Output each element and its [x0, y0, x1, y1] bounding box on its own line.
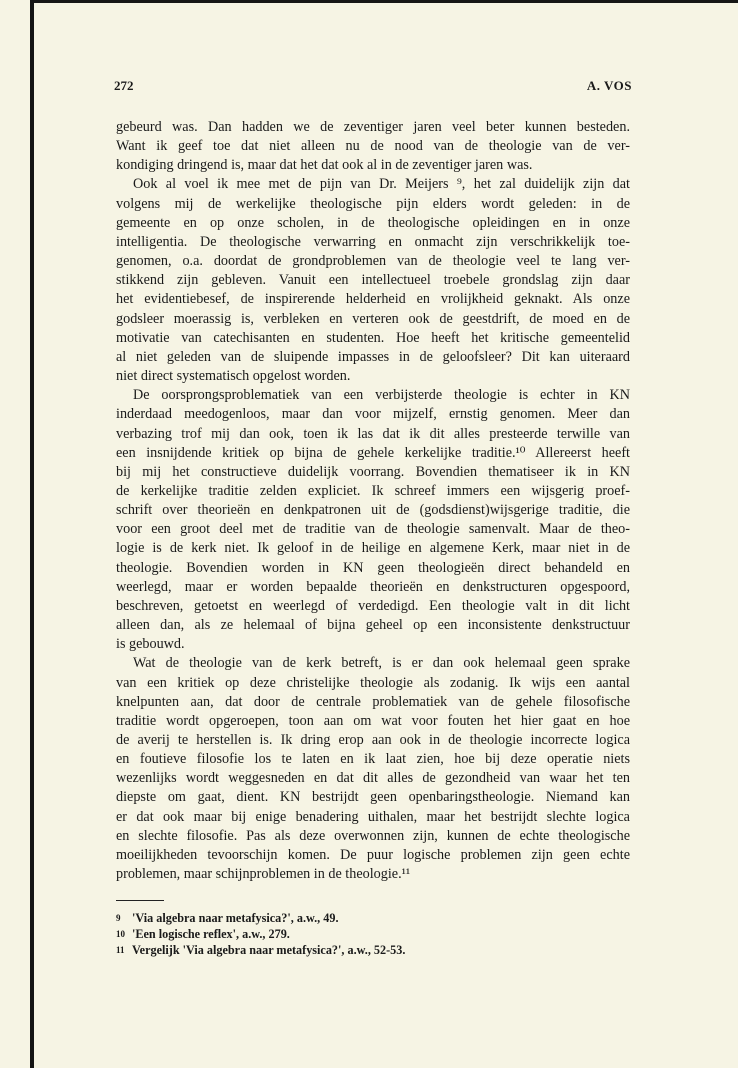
text-line: inderdaad meedogenloos, maar dan voor mijzelf, ernstig genomen. Meer dan — [116, 406, 630, 423]
text-line: moeilijkheden tevoorschijn komen. De puur logische problemen zijn geen echte — [116, 846, 630, 863]
text-line: voor een groot deel met de traditie van de theologie samenvalt. Maar de theo- — [116, 521, 630, 538]
text-line: een insnijdende kritiek op bijna de gehele kerkelijke traditie.¹⁰ Allereerst heeft — [116, 444, 630, 461]
text-line: de kerkelijke traditie zelden expliciet. Ik schreef immers een wijsgerig proef- — [116, 482, 630, 499]
text-line: godsleer moerassig is, verbleken en verteren ook de geestdrift, de moed en de — [116, 310, 630, 327]
footnote-mark: 9 — [116, 913, 121, 923]
text-line: is gebouwd. — [116, 636, 185, 653]
footnote: 11 Vergelijk 'Via algebra naar metafysica?', a.w., 52-53. — [116, 943, 406, 957]
scan-edge-top — [32, 0, 738, 3]
footnote: 9 'Via algebra naar metafysica?', a.w., 49. — [116, 911, 339, 925]
paragraph — [116, 386, 630, 654]
text-line: alleen dan, als ze helemaal of bijna geheel op een inconsistente denkstructuur — [116, 617, 630, 634]
text-line: De oorsprongsproblematiek van een verbijsterde theologie is echter in KN — [133, 387, 630, 404]
text-line: er dat ook maar bij enige benadering uithalen, maar het bestrijdt slechte logica — [116, 808, 630, 825]
paragraph — [116, 654, 630, 884]
text-line: knelpunten aan, dat door de centrale problematiek van de gehele filosofische — [116, 693, 630, 710]
text-line: beschreven, getoetst en weerlegd of verdedigd. Een theologie valt in dit licht — [116, 597, 630, 614]
page-header — [114, 78, 632, 98]
scan-edge-left — [30, 0, 34, 1068]
text-line: gemeente en op onze scholen, in de theologische opleidingen en in onze — [116, 214, 630, 231]
text-line: verbazing trof mij dan ook, toen ik las dat ik dit alles presteerde terwille van — [116, 425, 630, 442]
text-line: de averij te herstellen is. Ik dring erop aan ook in de theologie incorrecte logica — [116, 732, 630, 748]
text-line: logie is de kerk niet. Ik geloof in de heilige en algemene Kerk, maar niet in de — [116, 540, 630, 557]
text-line: en slechte filosofie. Pas als deze overwonnen zijn, kunnen de echte theologische — [116, 827, 630, 844]
text-line: problemen, maar schijnproblemen in de theologie.¹¹ — [116, 866, 411, 883]
text-line: schrift over theorieën en denkpatronen uit de (godsdienst)wijsgerige traditie, die — [116, 502, 630, 519]
body-text — [116, 118, 630, 884]
text-line: theologie. Bovendien worden in KN geen theologieën direct behandeld en — [116, 559, 630, 576]
text-line: weerlegd, maar er worden bepaalde theorieën en denkstructuren opgespoord, — [116, 578, 630, 595]
page-number: 272 — [114, 78, 134, 93]
text-line: volgens mij de werkelijke theologische pijn elders wordt geleden: in de — [116, 195, 630, 212]
text-line: motivatie van catechisanten en studenten. Hoe heeft het kritische gemeentelid — [116, 329, 630, 346]
footnote-rule — [116, 900, 164, 901]
text-line: Want ik geef toe dat niet alleen nu de nood van de theologie van de ver- — [116, 138, 630, 155]
text-line: wezenlijks wordt weggesneden en dat dit alles de gezondheid van waar het ten — [116, 770, 630, 787]
text-line: niet direct systematisch opgelost worden. — [116, 368, 351, 385]
running-head: A. VOS — [586, 78, 632, 93]
text-line: bij mij het constructieve duidelijk voorrang. Bovendien thematiseer ik in KN — [116, 463, 630, 480]
paragraph — [116, 175, 630, 386]
text-line: kondiging dringend is, maar dat het dat ook al in de zeventiger jaren was. — [116, 157, 533, 174]
footnote-mark: 10 — [116, 929, 125, 939]
footnote: 10 'Een logische reflex', a.w., 279. — [116, 927, 290, 941]
paragraph — [116, 118, 630, 175]
text-line: diepste om gaat, dient. KN bestrijdt geen openbaringstheologie. Niemand kan — [116, 789, 630, 806]
text-line: Wat de theologie van de kerk betreft, is er dan ook helemaal geen sprake — [133, 655, 630, 672]
text-line: genomen, o.a. doordat de grondproblemen van de theologie veel te lang ver- — [116, 253, 630, 270]
text-line: intelligentia. De theologische verwarring en onmacht zijn verschrikkelijk toe- — [116, 233, 630, 250]
text-line: al niet geleden van de sluipende impasses in de geloofsleer? Dit kan uiteraard — [116, 348, 630, 365]
text-line: en foutieve filosofie los te laten en ik laat zien, hoe bij deze operatie niets — [116, 751, 630, 768]
text-line: gebeurd was. Dan hadden we de zeventiger jaren veel beter kunnen besteden. — [116, 119, 630, 135]
text-line: van een kritiek op deze christelijke theologie als zodanig. Ik wijs een aantal — [116, 674, 630, 691]
text-line: het evidentiebesef, de inspirerende helderheid en vrolijkheid geknakt. Als onze — [116, 291, 630, 308]
text-line: stikkend zijn gebleven. Vanuit een intellectueel troebele grondslag zijn daar — [116, 272, 630, 289]
text-line: traditie wordt opgeroepen, toon aan om wat voor fouten het hier gaat en hoe — [116, 712, 630, 729]
footnotes — [116, 910, 536, 958]
text-line: Ook al voel ik mee met de pijn van Dr. Meijers ⁹, het zal duidelijk zijn dat — [133, 176, 630, 193]
footnote-mark: 11 — [116, 945, 125, 955]
